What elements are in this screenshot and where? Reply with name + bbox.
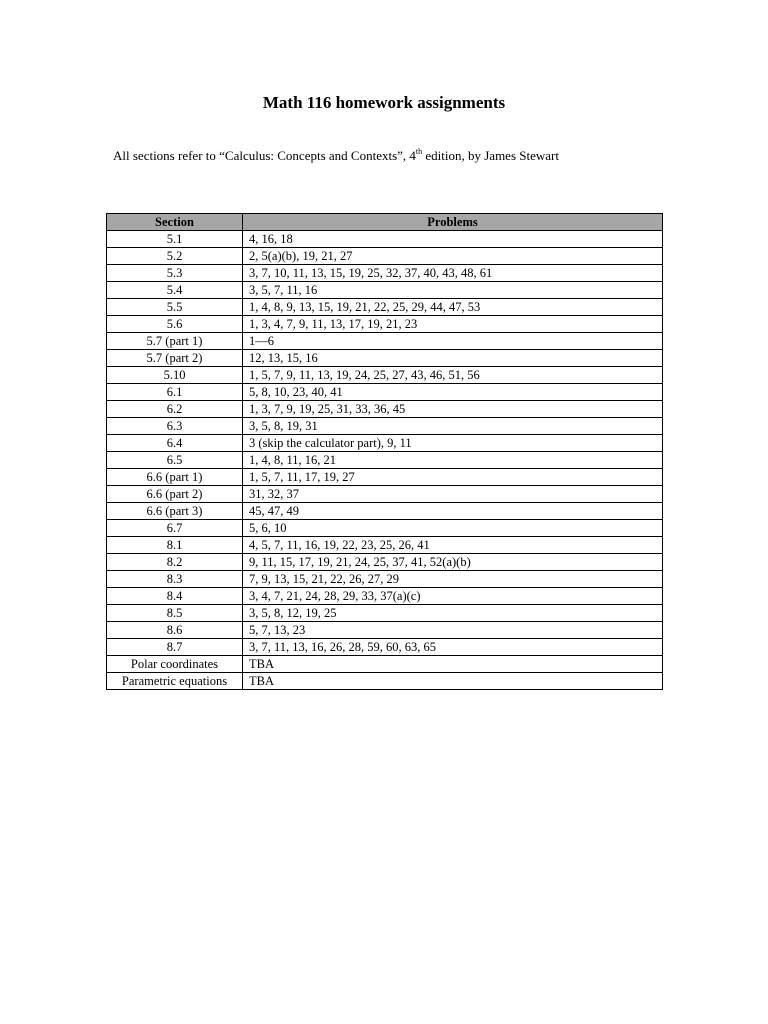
table-row: [107, 571, 663, 588]
table-row: [107, 316, 663, 333]
problems-cell: 4, 16, 18: [243, 231, 663, 248]
problems-cell: 1—6: [243, 333, 663, 350]
problems-cell: 5, 7, 13, 23: [243, 622, 663, 639]
section-cell: 5.6: [107, 316, 243, 333]
section-cell: 5.3: [107, 265, 243, 282]
table-row: [107, 418, 663, 435]
table-row: [107, 384, 663, 401]
homework-table-body: [107, 231, 663, 690]
section-cell: 6.5: [107, 452, 243, 469]
section-cell: 5.5: [107, 299, 243, 316]
problems-column-header: Problems: [243, 214, 663, 231]
table-row: [107, 282, 663, 299]
table-row: [107, 554, 663, 571]
problems-cell: 1, 4, 8, 9, 13, 15, 19, 21, 22, 25, 29, 44, 47, 53: [243, 299, 663, 316]
table-row: [107, 367, 663, 384]
section-cell: 5.7 (part 1): [107, 333, 243, 350]
section-cell: Parametric equations: [107, 673, 243, 690]
problems-cell: 4, 5, 7, 11, 16, 19, 22, 23, 25, 26, 41: [243, 537, 663, 554]
problems-cell: 45, 47, 49: [243, 503, 663, 520]
edition-superscript: th: [415, 147, 423, 156]
section-cell: 6.4: [107, 435, 243, 452]
problems-cell: 12, 13, 15, 16: [243, 350, 663, 367]
section-cell: 6.1: [107, 384, 243, 401]
section-column-header: Section: [107, 214, 243, 231]
problems-cell: 5, 8, 10, 23, 40, 41: [243, 384, 663, 401]
table-row: [107, 333, 663, 350]
problems-cell: 1, 4, 8, 11, 16, 21: [243, 452, 663, 469]
section-cell: 6.6 (part 1): [107, 469, 243, 486]
table-row: [107, 622, 663, 639]
problems-cell: TBA: [243, 656, 663, 673]
table-row: [107, 537, 663, 554]
problems-cell: 3, 5, 7, 11, 16: [243, 282, 663, 299]
table-row: [107, 299, 663, 316]
problems-cell: 3, 4, 7, 21, 24, 28, 29, 33, 37(a)(c): [243, 588, 663, 605]
problems-cell: 7, 9, 13, 15, 21, 22, 26, 27, 29: [243, 571, 663, 588]
problems-cell: 3, 5, 8, 12, 19, 25: [243, 605, 663, 622]
document-title: Math 116 homework assignments: [262, 93, 506, 112]
table-header-row: [107, 214, 663, 231]
table-row: [107, 435, 663, 452]
table-row: [107, 656, 663, 673]
problems-cell: 2, 5(a)(b), 19, 21, 27: [243, 248, 663, 265]
section-cell: Polar coordinates: [107, 656, 243, 673]
textbook-reference: [113, 148, 559, 164]
problems-cell: 9, 11, 15, 17, 19, 21, 24, 25, 37, 41, 52(a)(b): [243, 554, 663, 571]
section-cell: 8.7: [107, 639, 243, 656]
problems-cell: TBA: [243, 673, 663, 690]
table-row: [107, 486, 663, 503]
section-cell: 8.6: [107, 622, 243, 639]
textbook-reference-text: All sections refer to “Calculus: Concepts and Contexts”, 4: [113, 148, 416, 163]
table-row: [107, 639, 663, 656]
section-cell: 6.6 (part 3): [107, 503, 243, 520]
table-row: [107, 265, 663, 282]
problems-cell: 3 (skip the calculator part), 9, 11: [243, 435, 663, 452]
section-cell: 6.2: [107, 401, 243, 418]
section-cell: 8.5: [107, 605, 243, 622]
section-cell: 8.1: [107, 537, 243, 554]
section-cell: 5.10: [107, 367, 243, 384]
table-row: [107, 520, 663, 537]
section-cell: 6.6 (part 2): [107, 486, 243, 503]
problems-cell: 31, 32, 37: [243, 486, 663, 503]
table-row: [107, 231, 663, 248]
section-cell: 6.3: [107, 418, 243, 435]
problems-cell: 3, 7, 10, 11, 13, 15, 19, 25, 32, 37, 40, 43, 48, 61: [243, 265, 663, 282]
problems-cell: 1, 3, 7, 9, 19, 25, 31, 33, 36, 45: [243, 401, 663, 418]
homework-table: [106, 213, 663, 690]
table-row: [107, 401, 663, 418]
section-cell: 5.7 (part 2): [107, 350, 243, 367]
table-row: [107, 248, 663, 265]
problems-cell: 3, 5, 8, 19, 31: [243, 418, 663, 435]
textbook-reference-suffix: edition, by James Stewart: [422, 148, 559, 163]
table-row: [107, 673, 663, 690]
section-cell: 8.3: [107, 571, 243, 588]
section-cell: 8.4: [107, 588, 243, 605]
problems-cell: 1, 5, 7, 9, 11, 13, 19, 24, 25, 27, 43, 46, 51, 56: [243, 367, 663, 384]
table-row: [107, 452, 663, 469]
problems-cell: 1, 3, 4, 7, 9, 11, 13, 17, 19, 21, 23: [243, 316, 663, 333]
section-cell: 5.2: [107, 248, 243, 265]
problems-cell: 3, 7, 11, 13, 16, 26, 28, 59, 60, 63, 65: [243, 639, 663, 656]
section-cell: 5.1: [107, 231, 243, 248]
table-row: [107, 503, 663, 520]
problems-cell: 5, 6, 10: [243, 520, 663, 537]
table-row: [107, 350, 663, 367]
table-row: [107, 605, 663, 622]
problems-cell: 1, 5, 7, 11, 17, 19, 27: [243, 469, 663, 486]
section-cell: 5.4: [107, 282, 243, 299]
table-row: [107, 469, 663, 486]
section-cell: 8.2: [107, 554, 243, 571]
section-cell: 6.7: [107, 520, 243, 537]
table-row: [107, 588, 663, 605]
